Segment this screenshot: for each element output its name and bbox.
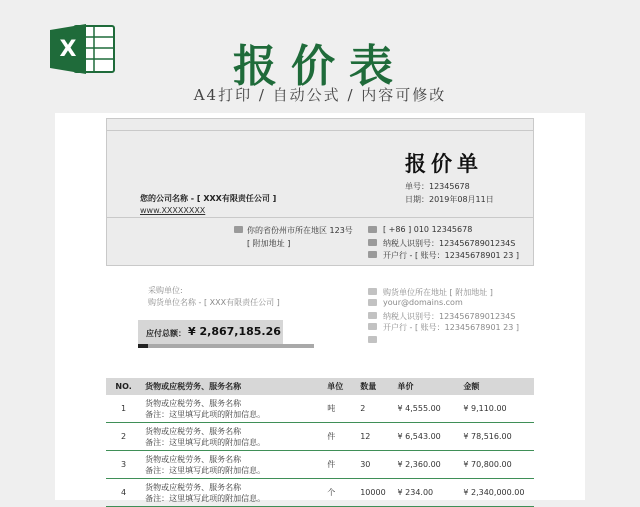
company-name: 您的公司名称 - [ XXX有限责任公司 ] — [140, 194, 277, 203]
row-no: 1 — [106, 395, 141, 423]
header-divider-top — [107, 130, 533, 131]
col-header-qty: 数量 — [356, 378, 393, 395]
row-unit: 件 — [323, 451, 356, 479]
row-amount: ¥ 78,516.00 — [459, 423, 534, 451]
row-qty: 2 — [356, 395, 393, 423]
row-note: 备注：这里填写此项的附加信息。 — [145, 493, 266, 503]
total-due-value: ¥ 2,867,185.26 — [188, 325, 281, 338]
email-icon — [368, 299, 377, 306]
row-qty: 10000 — [356, 479, 393, 507]
phone-icon — [368, 226, 377, 233]
buyer-bank: 开户行 - [ 账号：12345678901 23 ] — [383, 323, 520, 332]
company-address: 你的省份州市所在地区 123号 — [247, 226, 353, 235]
excel-logo-letter: X — [59, 37, 77, 62]
buyer-email: your@domains.com — [383, 298, 463, 307]
row-unit: 吨 — [323, 395, 356, 423]
row-price: ¥ 6,543.00 — [394, 423, 460, 451]
row-no: 3 — [106, 451, 141, 479]
location-icon — [234, 226, 243, 233]
row-unit: 个 — [323, 479, 356, 507]
id-card-icon — [368, 239, 377, 246]
row-name-cell — [141, 423, 323, 451]
row-name-cell — [141, 479, 323, 507]
buyer-address: 购货单位所在地址 [ 附加地址 ] — [383, 288, 493, 297]
row-note: 备注：这里填写此项的附加信息。 — [145, 465, 266, 475]
total-underline — [138, 344, 314, 348]
buyer-tax-id: 纳税人识别号：12345678901234S — [383, 312, 516, 321]
total-due-box — [138, 320, 283, 344]
table-row[interactable] — [106, 395, 534, 423]
row-qty: 30 — [356, 451, 393, 479]
row-qty: 12 — [356, 423, 393, 451]
row-unit: 件 — [323, 423, 356, 451]
row-name: 货物或应税劳务、服务名称 — [145, 454, 242, 464]
quote-date: 日期：2019年08月11日 — [405, 195, 494, 204]
row-name: 货物或应税劳务、服务名称 — [145, 398, 242, 408]
col-header-amount: 金额 — [459, 378, 534, 395]
table-header-row — [106, 378, 534, 395]
buyer-unit-name: 购货单位名称 - [ XXX有限责任公司 ] — [148, 298, 280, 307]
header-divider-mid — [107, 217, 533, 218]
col-header-unit: 单位 — [323, 378, 356, 395]
row-name: 货物或应税劳务、服务名称 — [145, 482, 242, 492]
col-header-price: 单价 — [394, 378, 460, 395]
total-underline-accent — [138, 344, 148, 348]
company-tax-id: 纳税人识别号：12345678901234S — [383, 239, 516, 248]
buyer-location-icon — [368, 288, 377, 295]
row-no: 4 — [106, 479, 141, 507]
hero-title: 报价表 — [233, 41, 407, 92]
row-price: ¥ 4,555.00 — [394, 395, 460, 423]
col-header-name: 货物或应税劳务、服务名称 — [141, 378, 323, 395]
buyer-unit-label: 采购单位: — [148, 286, 183, 295]
company-bank: 开户行 - [ 账号：12345678901 23 ] — [383, 251, 520, 260]
row-name-cell — [141, 395, 323, 423]
row-no: 2 — [106, 423, 141, 451]
row-price: ¥ 234.00 — [394, 479, 460, 507]
table-row[interactable] — [106, 479, 534, 507]
row-name-cell — [141, 451, 323, 479]
col-header-no: NO. — [106, 378, 141, 395]
items-table — [106, 378, 534, 507]
row-amount: ¥ 70,800.00 — [459, 451, 534, 479]
row-amount: ¥ 2,340,000.00 — [459, 479, 534, 507]
row-name: 货物或应税劳务、服务名称 — [145, 426, 242, 436]
document-title: 报价单 — [405, 152, 483, 176]
table-row[interactable] — [106, 451, 534, 479]
company-address-extra: [ 附加地址 ] — [247, 239, 291, 248]
row-note: 备注：这里填写此项的附加信息。 — [145, 437, 266, 447]
company-website-link[interactable]: www.XXXXXXXX — [140, 206, 206, 215]
quote-number: 单号：12345678 — [405, 182, 470, 191]
bank-icon — [368, 251, 377, 258]
row-note: 备注：这里填写此项的附加信息。 — [145, 409, 266, 419]
extra-info-icon — [368, 336, 377, 343]
buyer-bank-icon — [368, 323, 377, 330]
row-price: ¥ 2,360.00 — [394, 451, 460, 479]
row-amount: ¥ 9,110.00 — [459, 395, 534, 423]
buyer-id-card-icon — [368, 312, 377, 319]
company-phone: [ +86 ] 010 12345678 — [383, 225, 473, 234]
hero-subtitle: A4打印 / 自动公式 / 内容可修改 — [193, 86, 447, 104]
table-row[interactable] — [106, 423, 534, 451]
total-due-label: 应付总额： — [146, 329, 186, 338]
